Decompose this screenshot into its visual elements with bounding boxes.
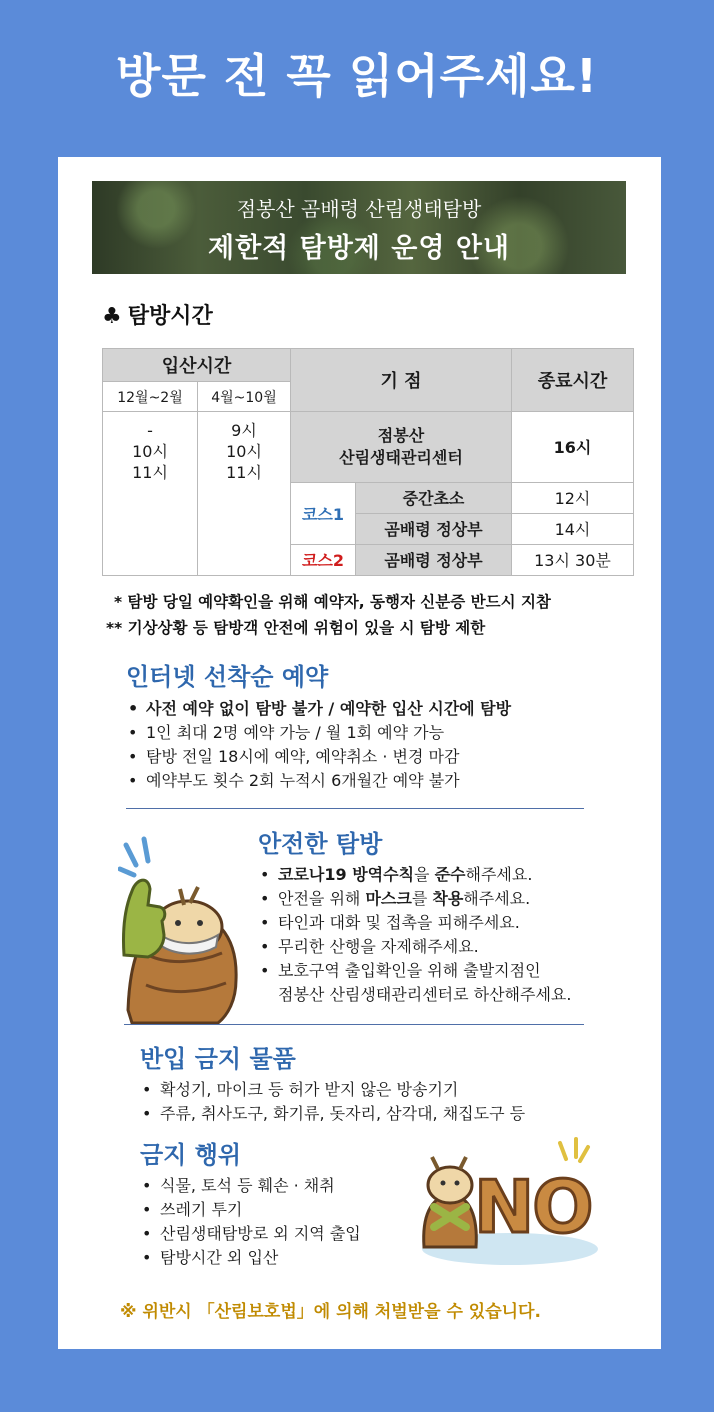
list-item: • 주류, 취사도구, 화기류, 돗자리, 삼각대, 채집도구 등: [140, 1102, 525, 1126]
list-item: • 코로나19 방역수칙을 준수해주세요.: [258, 863, 571, 887]
start-end-time: 16시: [511, 412, 633, 482]
list-item: • 1인 최대 2명 예약 가능 / 월 1회 예약 가능: [126, 721, 511, 745]
list-item-continued: 점봉산 산림생태관리센터로 하산해주세요.: [278, 985, 572, 1004]
list-item: • 타인과 대화 및 접촉을 피해주세요.: [258, 911, 571, 935]
no-sign-text: NO: [474, 1165, 592, 1249]
course2-stop: 곰배령 정상부: [356, 544, 512, 575]
list-item: • 식물, 토석 등 훼손 · 채취: [140, 1174, 361, 1198]
list-item: • 확성기, 마이크 등 허가 받지 않은 방송기기: [140, 1078, 525, 1102]
list-item: • 무리한 산행을 자제해주세요.: [258, 935, 571, 959]
page-title: 방문 전 꼭 읽어주세요!: [116, 49, 598, 103]
list-item: • 쓰레기 투기: [140, 1198, 361, 1222]
info-card: [58, 157, 661, 1349]
club-icon: ♣: [102, 304, 122, 329]
banned-items-heading: 반입 금지 물품: [140, 1045, 296, 1073]
banned-acts-heading: 금지 행위: [140, 1141, 242, 1169]
banner-subtitle: 점봉산 곰배령 산림생태탐방: [236, 197, 482, 221]
start-point-cell: 점봉산 산림생태관리센터: [291, 412, 512, 482]
list-item: • 안전을 위해 마스크를 착용해주세요.: [258, 887, 571, 911]
start-point-header: 기 점: [291, 349, 512, 412]
note-id: * 탐방 당일 예약확인을 위해 예약자, 동행자 신분증 반드시 지참: [114, 593, 551, 611]
end-time-header: 종료시간: [511, 349, 633, 412]
course1-stop2-time: 14시: [511, 513, 633, 544]
hours-heading: ♣ 탐방시간: [102, 304, 213, 329]
divider: [124, 1024, 584, 1025]
thumbs-up-mascot-icon: [118, 835, 248, 1025]
course2-stop-time: 13시 30분: [511, 544, 633, 575]
note-weather: ** 기상상황 등 탐방객 안전에 위험이 있을 시 탐방 제한: [106, 619, 486, 637]
course1-stop2: 곰배령 정상부: [356, 513, 512, 544]
course2-label: 코스2: [291, 544, 356, 575]
no-mascot-illustration: [410, 1137, 600, 1267]
course1-stop1-time: 12시: [511, 482, 633, 513]
banned-acts-list: [140, 1174, 361, 1270]
winter-times: - 10시 11시: [103, 412, 198, 576]
course1-stop1: 중간초소: [356, 482, 512, 513]
reservation-list: [126, 697, 511, 793]
list-item: • 산림생태탐방로 외 지역 출입: [140, 1222, 361, 1246]
penalty-warning: ※ 위반시 「산림보호법」에 의해 처벌받을 수 있습니다.: [120, 1302, 541, 1322]
list-item: • 예약부도 횟수 2회 누적시 6개월간 예약 불가: [126, 769, 511, 793]
list-item: • 탐방 전일 18시에 예약, 예약취소 · 변경 마감: [126, 745, 511, 769]
course1-label: 코스1: [291, 482, 356, 544]
divider: [126, 808, 584, 809]
forest-banner: [92, 181, 626, 274]
list-item: • 사전 예약 없이 탐방 불가 / 예약한 입산 시간에 탐방: [126, 697, 511, 721]
list-item: • 보호구역 출입확인을 위해 출발지점인: [258, 959, 571, 983]
safety-list: [258, 863, 571, 1007]
reservation-heading: 인터넷 선착순 예약: [126, 663, 329, 691]
banner-title: 제한적 탐방제 운영 안내: [207, 233, 511, 264]
summer-header: 4월~10월: [198, 382, 291, 412]
list-item: • 탐방시간 외 입산: [140, 1246, 361, 1270]
banned-items-list: [140, 1078, 525, 1126]
safety-heading: 안전한 탐방: [258, 830, 383, 858]
winter-header: 12월~2월: [103, 382, 198, 412]
entry-time-header: 입산시간: [103, 349, 291, 382]
summer-times: 9시 10시 11시: [198, 412, 291, 576]
hours-table: [102, 348, 634, 576]
